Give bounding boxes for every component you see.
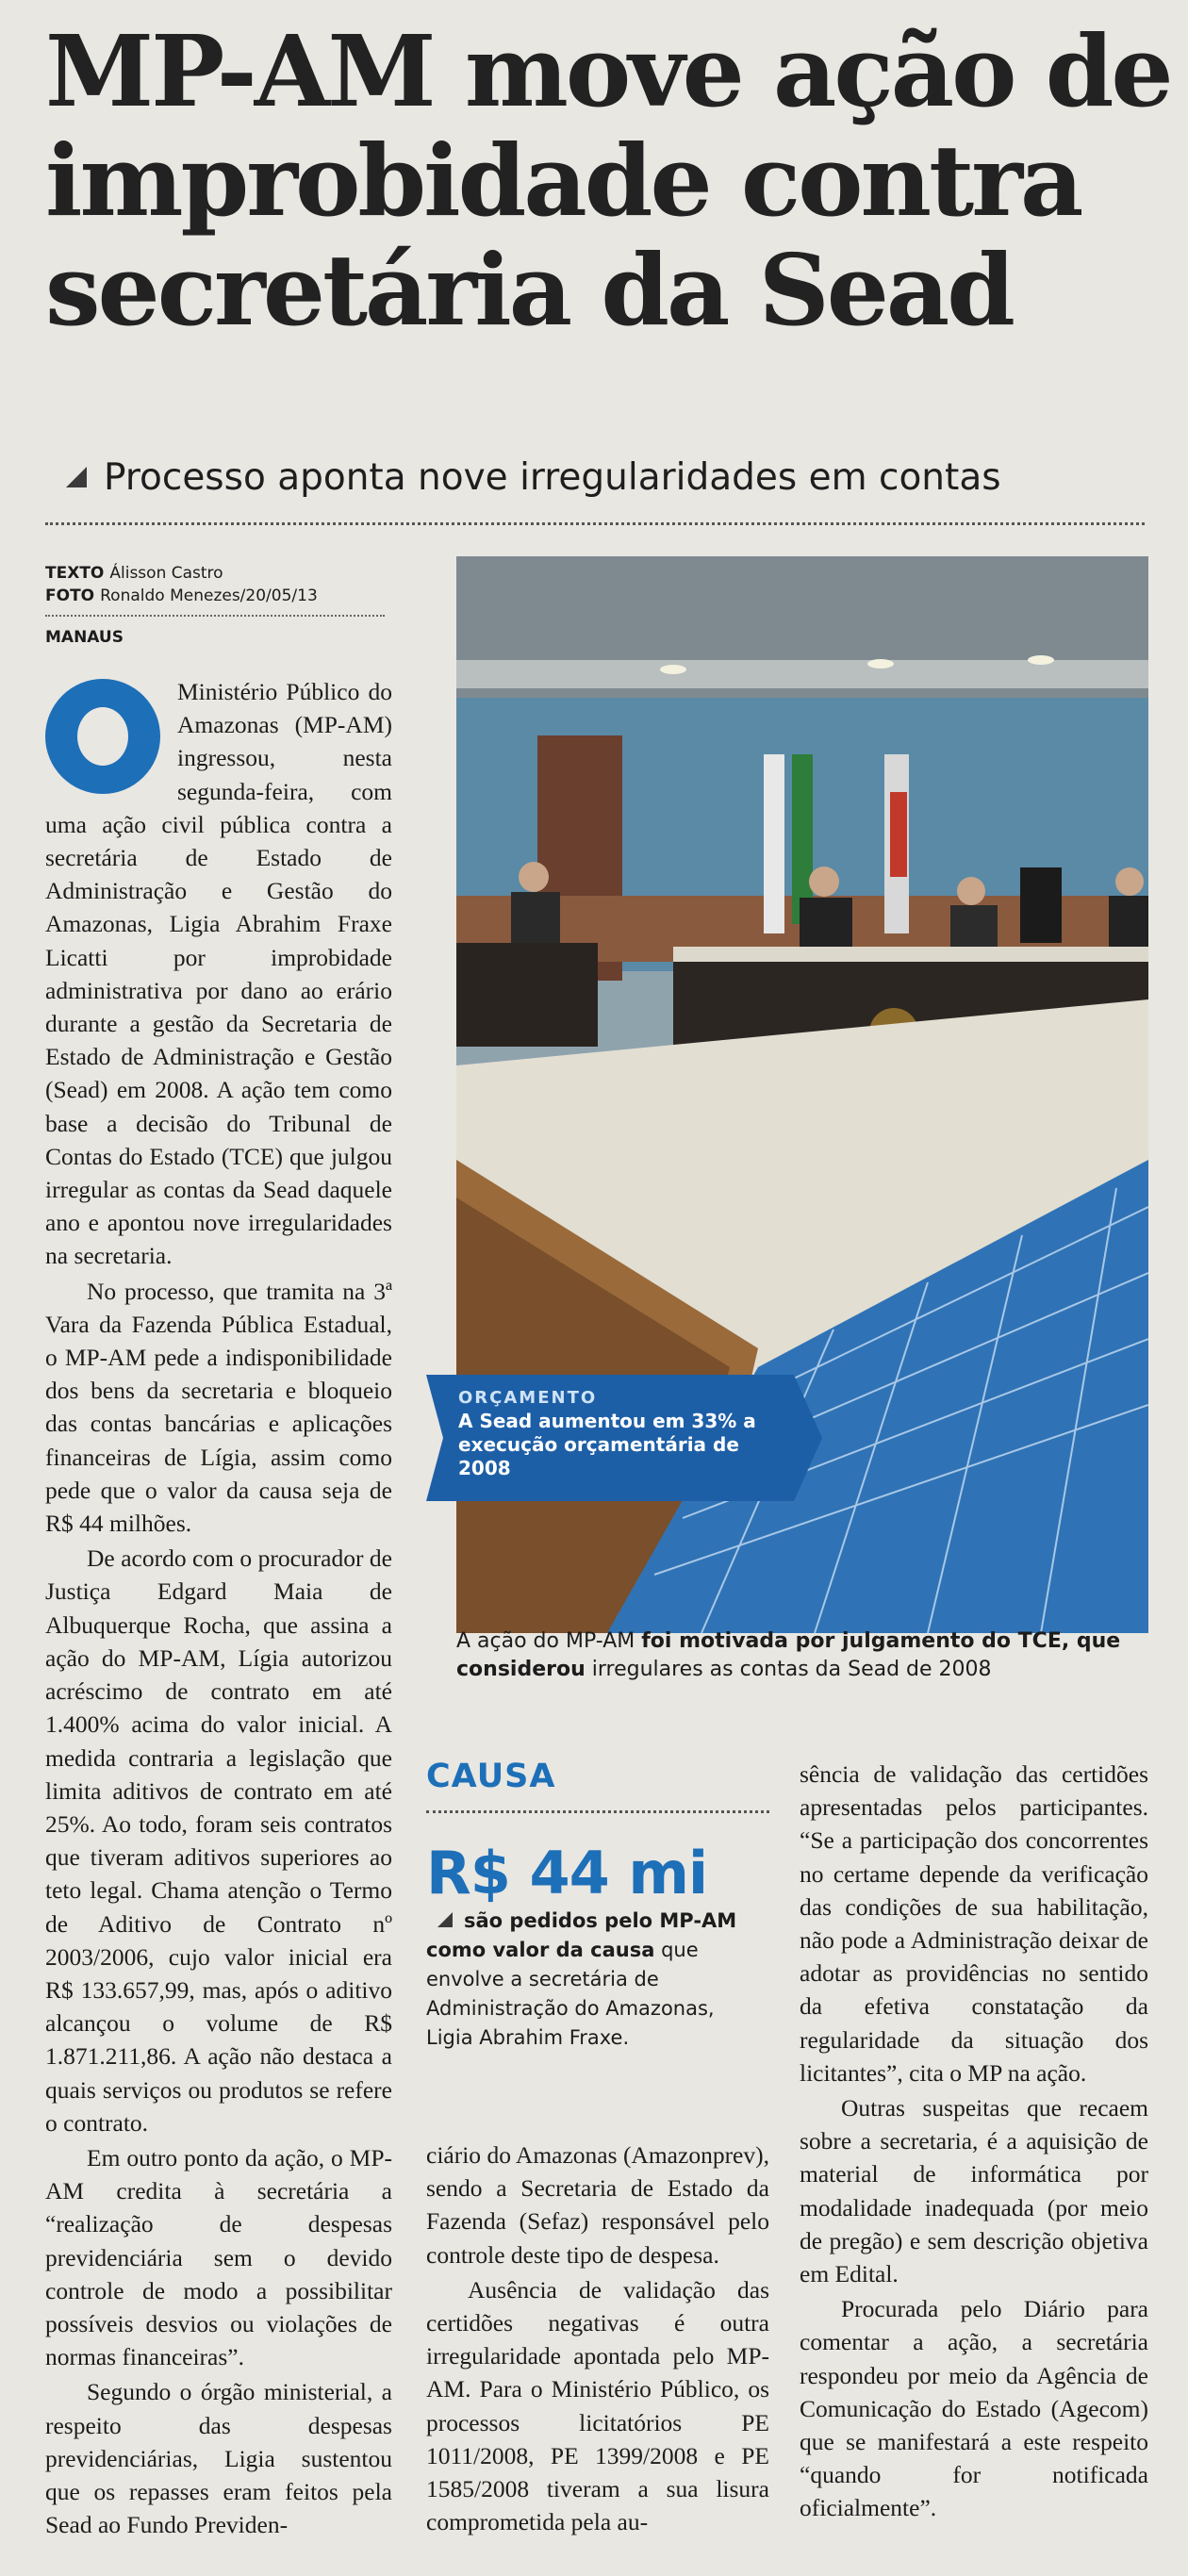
subheadline	[66, 456, 1150, 499]
divider	[45, 522, 1145, 525]
causa-description: são pedidos pelo MP-AM como valor da causa que envolve a secretária de Administração do Amazonas, Ligia Abrahim Fraxe.	[426, 1909, 737, 2049]
causa-label: CAUSA	[426, 1758, 556, 1795]
article-paragraph: Ausência de validação das certidões negativas é outra irregularidade apontada pelo MP-AM. Para o Ministério Público, os processos licitatórios PE 1011/2008, PE 1399/2008 e PE 1585/2008 tiveram a sua lisura comprometida pela au-	[426, 2275, 769, 2536]
article-paragraph: sência de validação das certidões apresentadas pelos participantes. “Se a participação dos concorrentes no certame depende da verificação das condições de sua habilitação, não pode a Administração deixar de adotar as providências no sentido da efetiva constatação da regularidade da situação dos licitantes”, cita o MP na ação.	[800, 1760, 1148, 2087]
article-column-2	[426, 2138, 769, 2540]
triangle-bullet-icon	[66, 467, 87, 487]
article-column-1	[45, 675, 392, 2561]
causa-divider	[426, 1810, 769, 1813]
badge-kicker: ORÇAMENTO	[458, 1388, 598, 1408]
byline-divider	[45, 615, 385, 617]
article-paragraph: ciário do Amazonas (Amazonprev), sendo a Secretaria de Estado da Fazenda (Sefaz) responsável pelo controle deste tipo de despesa.	[426, 2141, 769, 2269]
dateline: MANAUS	[45, 628, 124, 647]
headline-line-2: improbidade contra	[45, 123, 1081, 239]
headline-line-3: secretária da Sead	[45, 232, 1014, 348]
article-paragraph: Outras suspeitas que recaem sobre a secretaria, é a aquisição de material de informática por modalidade inadequada (por meio de pregão) e sem descrição objetiva em Edital.	[800, 2094, 1148, 2288]
article-paragraph: Ministério Público do Amazonas (MP-AM) ingressou, nesta segunda-feira, com uma ação civil pública contra a secretária de Estado de Administração e Gestão do Amazonas, Ligia Abrahim Fraxe Licatti por improbidade administrativa por dano ao erário durante a gestão da Secretaria de Estado de Administração e Gestão (Sead) em 2008. A ação tem como base a decisão do Tribunal de Contas do Estado (TCE) que julgou irregular as contas da Sead daquele ano e apontou nove irregularidades na secretaria.	[45, 678, 392, 1270]
article-paragraph: No processo, que tramita na 3ª Vara da Fazenda Pública Estadual, o MP-AM pede a indisponibilidade dos bens da secretaria e bloqueio das contas bancárias e aplicações financeiras de Lígia, assim como pede que o valor da causa seja de R$ 44 milhões.	[45, 1277, 392, 1538]
texto-label: TEXTO	[45, 564, 105, 583]
foto-label: FOTO	[45, 586, 95, 605]
subheadline-text: Processo aponta nove irregularidades em contas	[104, 456, 1001, 499]
headline-line-1: MP-AM move ação de	[45, 13, 1171, 129]
photographer-name: Ronaldo Menezes/20/05/13	[100, 586, 318, 605]
byline	[45, 562, 394, 649]
badge-text: A Sead aumentou em 33% a execução orçamentária de 2008	[458, 1410, 756, 1479]
article-paragraph: De acordo com o procurador de Justiça Edgard Maia de Albuquerque Rocha, que assina a ação do MP-AM, Lígia autorizou acréscimo de contrato em até 1.400% acima do valor inicial. A medida contraria a legislação que limita aditivos de contrato em até 25%. Ao todo, foram seis contratos que tiveram aditivos superiores ao teto legal. Chama atenção o Termo de Aditivo de Contrato nº 2003/2006, cujo valor inicial era R$ 133.657,99, mas, após o aditivo alcançou o volume de R$ 1.871.211,86. A ação não destaca a quais serviços ou produtos se refere o contrato.	[45, 1544, 392, 2137]
caption-bold: foi motivada por julgamento do TCE, que considerou	[456, 1629, 1121, 1681]
orcamento-badge	[426, 1375, 822, 1501]
caption-text: irregulares as contas da Sead de 2008	[585, 1658, 992, 1681]
article-paragraph: Procurada pelo Diário para comentar a ação, a secretária respondeu por meio da Agência de Comunicação do Estado (Agecom) que se manifestará a este respeito “quando for notificada oficialmente”.	[800, 2295, 1148, 2522]
author-name: Álisson Castro	[109, 564, 223, 583]
article-column-3	[800, 1758, 1148, 2527]
triangle-bullet-icon	[437, 1912, 453, 1927]
causa-value: R$ 44 mi	[426, 1839, 708, 1907]
drop-cap-o-icon	[45, 679, 160, 794]
photo-caption	[456, 1627, 1154, 1684]
caption-text: A ação do MP-AM	[456, 1629, 642, 1653]
headline	[45, 13, 1171, 348]
article-paragraph: Em outro ponto da ação, o MP-AM credita à secretária a “realização de despesas previdenciária sem o devido controle de modo a possibilitar possíveis desvios ou violações de normas financeiras”.	[45, 2143, 392, 2371]
article-paragraph: Segundo o órgão ministerial, a respeito das despesas previdenciárias, Ligia sustentou que os repasses eram feitos pela Sead ao Fundo Previden-	[45, 2378, 392, 2539]
